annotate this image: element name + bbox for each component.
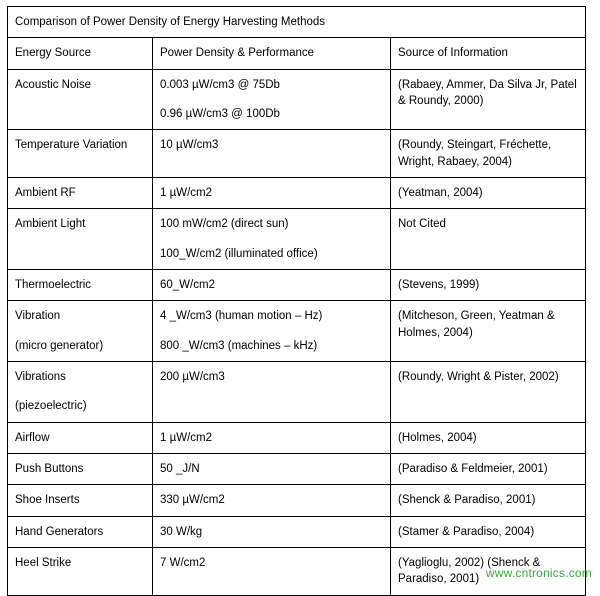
cell-power-density xyxy=(153,547,391,595)
cell-energy-source xyxy=(8,177,153,208)
cell-energy-source xyxy=(8,516,153,547)
cell-source-of-information xyxy=(391,361,586,422)
power-line: 30 W/kg xyxy=(160,525,203,538)
cell-power-density xyxy=(153,301,391,362)
cell-source-of-information xyxy=(391,485,586,516)
site-watermark: www.cntronics.com xyxy=(485,566,592,580)
cell-source-of-information xyxy=(391,177,586,208)
power-line: 50 _J/N xyxy=(160,462,200,475)
table-row xyxy=(8,422,586,453)
power-line: 1 µW/cm2 xyxy=(160,186,212,199)
column-header-power-density: Power Density & Performance xyxy=(153,38,391,69)
cell-energy-source xyxy=(8,361,153,422)
reference-line: (Mitcheson, Green, Yeatman & xyxy=(398,310,555,323)
reference-line: (Holmes, 2004) xyxy=(398,431,477,444)
table-row xyxy=(8,130,586,178)
reference-line: (Paradiso & Feldmeier, 2001) xyxy=(398,462,548,475)
cell-power-density xyxy=(153,69,391,130)
reference-line: (Rabaey, Ammer, Da Silva Jr, Patel xyxy=(398,78,577,91)
power-line: 60_W/cm2 xyxy=(160,278,215,291)
power-line: 0.003 µW/cm3 @ 75Db xyxy=(160,78,280,91)
power-line: 0.96 µW/cm3 @ 100Db xyxy=(160,107,280,120)
cell-power-density xyxy=(153,485,391,516)
cell-source-of-information xyxy=(391,269,586,300)
cell-energy-source xyxy=(8,69,153,130)
energy-source-name: Vibration xyxy=(15,310,61,323)
cell-source-of-information xyxy=(391,453,586,484)
energy-source-subname: (piezoelectric) xyxy=(15,400,87,413)
power-line: 4 _W/cm3 (human motion – Hz) xyxy=(160,310,323,323)
column-header-source-of-information: Source of Information xyxy=(391,38,586,69)
cell-energy-source xyxy=(8,269,153,300)
cell-power-density xyxy=(153,453,391,484)
cell-source-of-information xyxy=(391,422,586,453)
energy-source-name: Hand Generators xyxy=(15,525,104,538)
energy-source-name: Temperature Variation xyxy=(15,139,128,152)
table-body xyxy=(8,7,586,596)
column-header-energy-source: Energy Source xyxy=(8,38,153,69)
reference-line: (Shenck & Paradiso, 2001) xyxy=(398,494,536,507)
reference-line: (Roundy, Steingart, Fréchette, xyxy=(398,139,552,152)
reference-line: (Roundy, Wright & Pister, 2002) xyxy=(398,370,559,383)
energy-source-name: Heel Strike xyxy=(15,556,72,569)
reference-line: (Yaglioglu, 2002) (Shenck & xyxy=(398,556,541,569)
reference-line: (Stevens, 1999) xyxy=(398,278,480,291)
reference-line: Holmes, 2004) xyxy=(398,326,473,339)
energy-source-name: Vibrations xyxy=(15,370,66,383)
cell-source-of-information xyxy=(391,69,586,130)
table-row xyxy=(8,485,586,516)
energy-source-name: Shoe Inserts xyxy=(15,494,80,507)
reference-line: (Stamer & Paradiso, 2004) xyxy=(398,525,535,538)
table-row xyxy=(8,177,586,208)
reference-line: (Yeatman, 2004) xyxy=(398,186,483,199)
cell-power-density xyxy=(153,269,391,300)
table-row xyxy=(8,516,586,547)
energy-source-name: Push Buttons xyxy=(15,462,84,475)
cell-energy-source xyxy=(8,301,153,362)
table-row xyxy=(8,361,586,422)
power-line: 800 _W/cm3 (machines – kHz) xyxy=(160,339,318,352)
reference-line: Paradiso, 2001) xyxy=(398,573,480,586)
cell-power-density xyxy=(153,516,391,547)
energy-source-name: Ambient Light xyxy=(15,218,86,231)
energy-source-subname: (micro generator) xyxy=(15,339,104,352)
cell-source-of-information xyxy=(391,301,586,362)
energy-source-name: Airflow xyxy=(15,431,50,444)
energy-source-name: Ambient RF xyxy=(15,186,76,199)
cell-energy-source xyxy=(8,130,153,178)
power-line: 1 µW/cm2 xyxy=(160,431,212,444)
cell-power-density xyxy=(153,130,391,178)
reference-line: Wright, Rabaey, 2004) xyxy=(398,155,512,168)
table-row xyxy=(8,453,586,484)
energy-source-name: Thermoelectric xyxy=(15,278,92,291)
table-row xyxy=(8,301,586,362)
cell-source-of-information xyxy=(391,516,586,547)
cell-source-of-information xyxy=(391,130,586,178)
power-line: 100_W/cm2 (illuminated office) xyxy=(160,247,318,260)
cell-power-density xyxy=(153,177,391,208)
cell-power-density xyxy=(153,422,391,453)
table-row xyxy=(8,69,586,130)
cell-source-of-information xyxy=(391,209,586,270)
table-title: Comparison of Power Density of Energy Harvesting Methods xyxy=(8,7,586,38)
table-title-row xyxy=(8,7,586,38)
energy-harvesting-table xyxy=(7,6,586,596)
cell-power-density xyxy=(153,361,391,422)
power-line: 7 W/cm2 xyxy=(160,556,206,569)
document-page xyxy=(7,6,585,596)
reference-line: & Roundy, 2000) xyxy=(398,94,484,107)
power-line: 100 mW/cm2 (direct sun) xyxy=(160,218,289,231)
table-row xyxy=(8,209,586,270)
cell-energy-source xyxy=(8,453,153,484)
power-line: 330 µW/cm2 xyxy=(160,494,225,507)
table-row xyxy=(8,269,586,300)
power-line: 200 µW/cm3 xyxy=(160,370,225,383)
cell-energy-source xyxy=(8,209,153,270)
cell-energy-source xyxy=(8,485,153,516)
table-header-row xyxy=(8,38,586,69)
energy-source-name: Acoustic Noise xyxy=(15,78,92,91)
cell-energy-source xyxy=(8,547,153,595)
power-line: 10 µW/cm3 xyxy=(160,139,219,152)
reference-line: Not Cited xyxy=(398,218,446,231)
cell-power-density xyxy=(153,209,391,270)
cell-energy-source xyxy=(8,422,153,453)
